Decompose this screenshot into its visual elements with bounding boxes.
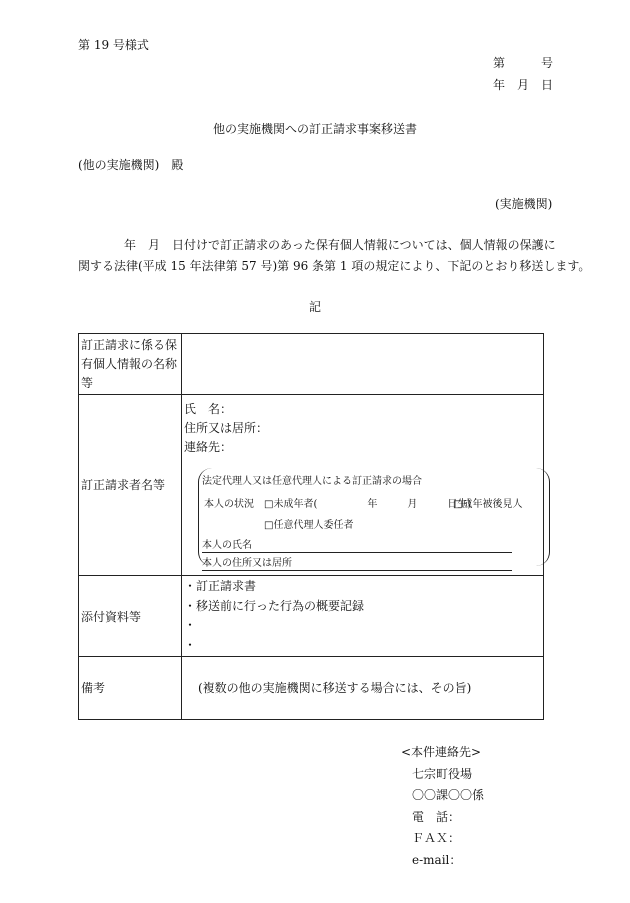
attachment-item: ・	[184, 637, 197, 652]
delegate-checkbox: □任意代理人委任者	[264, 520, 354, 531]
principal-name-label: 本人の氏名	[202, 540, 252, 551]
table-row-attachments	[79, 576, 544, 657]
contact-heading: <本件連絡先>	[401, 745, 482, 759]
requester-value-cell	[182, 395, 544, 576]
principal-name-line	[202, 541, 512, 553]
minor-checkbox: □未成年者( 年 月 日生)	[264, 499, 472, 510]
requester-fields	[184, 400, 268, 457]
info-name-value-cell	[182, 334, 544, 395]
adult-ward-checkbox: □成年被後見人	[453, 499, 523, 510]
requester-label: 訂正請求者名等	[81, 478, 166, 492]
attachments-label: 添付資料等	[81, 610, 142, 624]
principal-status-label: 本人の状況	[204, 499, 254, 510]
table-row-info-name	[79, 334, 544, 395]
proxy-heading: 法定代理人又は任意代理人による訂正請求の場合	[202, 476, 422, 487]
principal-address-label: 本人の住所又は居所	[202, 558, 292, 569]
ki-heading: 記	[308, 300, 321, 314]
sender: (実施機関)	[495, 197, 553, 211]
info-name-label-line: 等	[81, 376, 94, 390]
attachment-item: ・訂正請求書	[184, 579, 257, 593]
contact-section: 〇〇課〇〇係	[412, 788, 485, 802]
attachments-list	[184, 577, 364, 655]
contact-email: e-mail：	[412, 852, 462, 867]
attachments-value-cell	[182, 576, 544, 657]
contact-fax: ＦＡＸ：	[412, 831, 461, 845]
table-row-requester	[79, 395, 544, 576]
attachment-item: ・移送前に行った行為の概要記録	[184, 598, 365, 613]
remarks-value-cell	[182, 657, 544, 720]
info-name-label-line: 訂正請求に係る保	[81, 338, 178, 352]
document-title: 他の実施機関への訂正請求事案移送書	[212, 122, 417, 136]
info-name-label-line: 有個人情報の名称	[81, 357, 178, 371]
contact-office: 七宗町役場	[412, 766, 473, 781]
requester-contact-field: 連絡先：	[184, 440, 233, 454]
body-text-line-1: 年 月 日付けで訂正請求のあった保有個人情報については、個人情報の保護に	[124, 238, 556, 252]
requester-label-cell	[79, 395, 182, 576]
date-line: 年 月 日	[493, 78, 554, 92]
remarks-label-cell	[79, 657, 182, 720]
requester-name-field: 氏 名：	[184, 402, 233, 416]
contact-block	[401, 742, 484, 871]
form-number: 第 19 号様式	[78, 38, 149, 52]
attachment-item: ・	[184, 618, 197, 632]
table-row-remarks	[79, 657, 544, 720]
attachments-label-cell	[79, 576, 182, 657]
info-name-label	[81, 336, 177, 393]
remarks-label: 備考	[81, 681, 106, 695]
document-number-line: 第 号	[493, 56, 554, 70]
contact-phone: 電 話：	[412, 809, 461, 824]
addressee: (他の実施機関) 殿	[78, 158, 184, 172]
body-text-line-2: 関する法律(平成 15 年法律第 57 号)第 96 条第 1 項の規定により、下記のとおり移送します。	[78, 259, 591, 273]
transfer-details-table	[78, 333, 544, 720]
info-name-label-cell	[79, 334, 182, 395]
remarks-text: (複数の他の実施機関に移送する場合には、その旨)	[198, 681, 472, 695]
requester-address-field: 住所又は居所：	[184, 421, 269, 435]
principal-address-line	[202, 559, 512, 571]
